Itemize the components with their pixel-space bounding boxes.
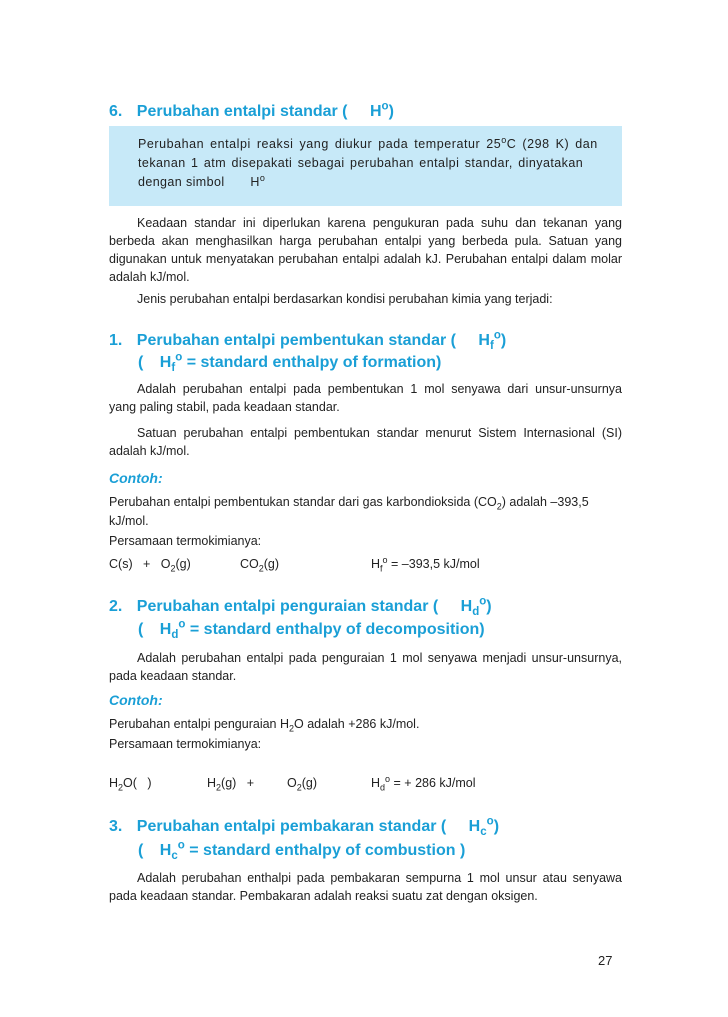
item-1-heading bbox=[109, 329, 507, 353]
box-line-3-sup: o bbox=[259, 172, 266, 183]
item-1-example-text: Perubahan entalpi pembentukan standar dari gas karbondioksida (CO bbox=[109, 495, 497, 509]
item-2-example-text: Perubahan entalpi penguraian H bbox=[109, 717, 289, 731]
item-1-eq-dh-sup: o bbox=[382, 554, 388, 565]
item-1-number: 1. bbox=[109, 332, 123, 349]
item-3-sub-sup: o bbox=[177, 839, 185, 852]
item-1-eq-product-sub: 2 bbox=[258, 563, 264, 574]
item-1-paragraph-1: Adalah perubahan entalpi pada pembentukan 1 mol senyawa dari unsur-unsurnya yang paling stabil, pada keadaan standar. bbox=[109, 382, 622, 414]
item-1-equation-product bbox=[240, 557, 280, 574]
section-6-number: 6. bbox=[109, 103, 123, 120]
item-2-number: 2. bbox=[109, 598, 123, 615]
item-1-sub-sup: o bbox=[175, 351, 183, 364]
section-6-sup: o bbox=[381, 100, 389, 113]
item-2-example-line-2: Persamaan termokimianya: bbox=[109, 737, 262, 751]
item-1-sub-text: = standard enthalpy of formation) bbox=[186, 354, 442, 371]
item-1-example-line-3: Persamaan termokimianya: bbox=[109, 534, 262, 548]
item-1-equation-enthalpy bbox=[371, 554, 480, 574]
item-2-example-line-1 bbox=[109, 717, 420, 734]
item-2-eq-dh-val: = + 286 kJ/mol bbox=[390, 776, 476, 790]
item-1-sub-symbol: H bbox=[159, 354, 172, 371]
box-line-2: tekanan 1 atm disepakati sebagai perubahan entalpi standar, dinyatakan bbox=[138, 156, 584, 170]
item-2-title: Perubahan entalpi penguraian standar ( bbox=[136, 598, 439, 615]
box-line-1-end: C (298 K) dan bbox=[506, 137, 598, 151]
item-1-eq-left-end: (g) bbox=[175, 557, 191, 571]
item-2-sub-text: = standard enthalpy of decomposition) bbox=[189, 621, 485, 638]
item-1-equation-reactants bbox=[109, 557, 191, 574]
item-1-eq-left: C(s) + O bbox=[109, 557, 171, 571]
item-3-sub-text: = standard enthalpy of combustion ) bbox=[189, 842, 466, 859]
item-2-example-end: O adalah +286 kJ/mol. bbox=[294, 717, 420, 731]
item-2-equation-product-2 bbox=[287, 776, 318, 793]
item-2-sub: d bbox=[472, 606, 480, 619]
item-1-example-line-1 bbox=[109, 495, 589, 512]
item-1-title: Perubahan entalpi pembentukan standar ( bbox=[136, 332, 456, 349]
item-3-close: ) bbox=[493, 818, 500, 835]
item-2-eq-dh-sub: d bbox=[380, 782, 386, 793]
item-1-example-sub: 2 bbox=[496, 501, 502, 512]
item-2-sub-sup: o bbox=[178, 618, 186, 631]
item-3-sub-symbol: H bbox=[159, 842, 172, 859]
item-2-eq-left-sub: 2 bbox=[118, 782, 124, 793]
item-2-eq-p1-sub: 2 bbox=[216, 782, 222, 793]
item-3-sub-sub: c bbox=[171, 850, 178, 863]
item-1-eq-dh: H bbox=[371, 557, 381, 571]
box-line-3-text: dengan simbol bbox=[138, 175, 225, 189]
item-1-sub-sub: f bbox=[171, 362, 176, 375]
section-6-symbol: H bbox=[369, 103, 382, 120]
item-2-eq-p1: H bbox=[207, 776, 217, 790]
item-3-symbol: H bbox=[468, 818, 481, 835]
item-1-sub: f bbox=[489, 340, 494, 353]
box-line-1 bbox=[138, 134, 598, 151]
item-1-sup: o bbox=[493, 329, 501, 342]
item-3-sub: c bbox=[480, 826, 487, 839]
item-2-example-sub: 2 bbox=[289, 723, 295, 734]
item-3-title: Perubahan entalpi pembakaran standar ( bbox=[136, 818, 447, 835]
item-2-eq-p2-end: (g) bbox=[301, 776, 318, 790]
section-6-paragraph-1: Keadaan standar ini diperlukan karena pengukuran pada suhu dan tekanan yang berbeda akan menghasilkan harga perubahan entalpi yang berbeda pula. Satuan yang digunakan untuk menyatakan perubahan entalpi adalah kJ. Perubahan entalpi dalam molar adalah kJ/mol. bbox=[109, 216, 622, 284]
section-6-heading bbox=[109, 100, 394, 121]
item-1-subheading bbox=[138, 351, 442, 375]
section-6-paragraph-2: Jenis perubahan entalpi berdasarkan kondisi perubahan kimia yang terjadi: bbox=[137, 292, 553, 306]
item-1-symbol: H bbox=[478, 332, 490, 349]
item-2-heading bbox=[109, 595, 492, 619]
item-2-symbol: H bbox=[460, 598, 473, 615]
section-6-title: Perubahan entalpi standar ( bbox=[136, 103, 348, 120]
item-3-paragraph-1: Adalah perubahan enthalpi pada pembakaran sempurna 1 mol unsur atau senyawa pada keadaan standar. Pembakaran adalah reaksi suatu zat dengan oksigen. bbox=[109, 871, 622, 903]
item-2-sup: o bbox=[479, 595, 487, 608]
item-1-eq-product-end: (g) bbox=[263, 557, 280, 571]
item-2-eq-left-end: O( ) bbox=[123, 776, 152, 790]
item-2-eq-dh: H bbox=[371, 776, 381, 790]
item-1-example-end: ) adalah –393,5 bbox=[501, 495, 589, 509]
box-line-3 bbox=[138, 172, 266, 189]
item-2-eq-dh-sup: o bbox=[385, 773, 391, 784]
item-3-sub-open: ( bbox=[138, 842, 144, 859]
item-2-contoh-label: Contoh: bbox=[109, 692, 163, 708]
item-1-sub-open: ( bbox=[138, 354, 144, 371]
item-2-sub-symbol: H bbox=[159, 621, 172, 638]
item-1-example-line-2: kJ/mol. bbox=[109, 514, 149, 528]
item-1-contoh-label: Contoh: bbox=[109, 470, 163, 486]
item-3-subheading bbox=[138, 839, 466, 863]
item-3-number: 3. bbox=[109, 818, 123, 835]
item-2-sub-open: ( bbox=[138, 621, 144, 638]
item-1-eq-dh-val: = –393,5 kJ/mol bbox=[387, 557, 480, 571]
page-number: 27 bbox=[598, 953, 613, 968]
item-2-eq-p2: O bbox=[287, 776, 297, 790]
box-line-1-text: Perubahan entalpi reaksi yang diukur pada temperatur 25 bbox=[138, 137, 502, 151]
section-6-close: ) bbox=[388, 103, 394, 120]
item-2-eq-p1-end: (g) + bbox=[221, 776, 255, 790]
item-1-close: ) bbox=[500, 332, 507, 349]
item-2-eq-p2-sub: 2 bbox=[296, 782, 302, 793]
item-2-equation-enthalpy bbox=[371, 773, 476, 793]
item-2-eq-left: H bbox=[109, 776, 119, 790]
item-3-heading bbox=[109, 815, 500, 839]
item-2-equation-reactant bbox=[109, 776, 152, 793]
item-1-eq-left-sub: 2 bbox=[170, 563, 176, 574]
item-2-equation-product-1 bbox=[207, 776, 255, 793]
item-3-sup: o bbox=[486, 815, 494, 828]
item-1-eq-dh-sub: f bbox=[380, 563, 383, 574]
item-1-eq-product: CO bbox=[240, 557, 259, 571]
item-2-sub-sub: d bbox=[171, 629, 179, 642]
item-2-subheading bbox=[138, 618, 485, 642]
item-1-paragraph-2: Satuan perubahan entalpi pembentukan standar menurut Sistem Internasional (SI) adalah kJ/mol. bbox=[109, 426, 622, 458]
box-line-3-symbol: H bbox=[250, 175, 260, 189]
item-2-paragraph-1: Adalah perubahan entalpi pada penguraian 1 mol senyawa menjadi unsur-unsurnya, pada keadaan standar. bbox=[109, 651, 622, 683]
item-2-close: ) bbox=[486, 598, 492, 615]
box-line-1-sup: o bbox=[501, 134, 507, 145]
